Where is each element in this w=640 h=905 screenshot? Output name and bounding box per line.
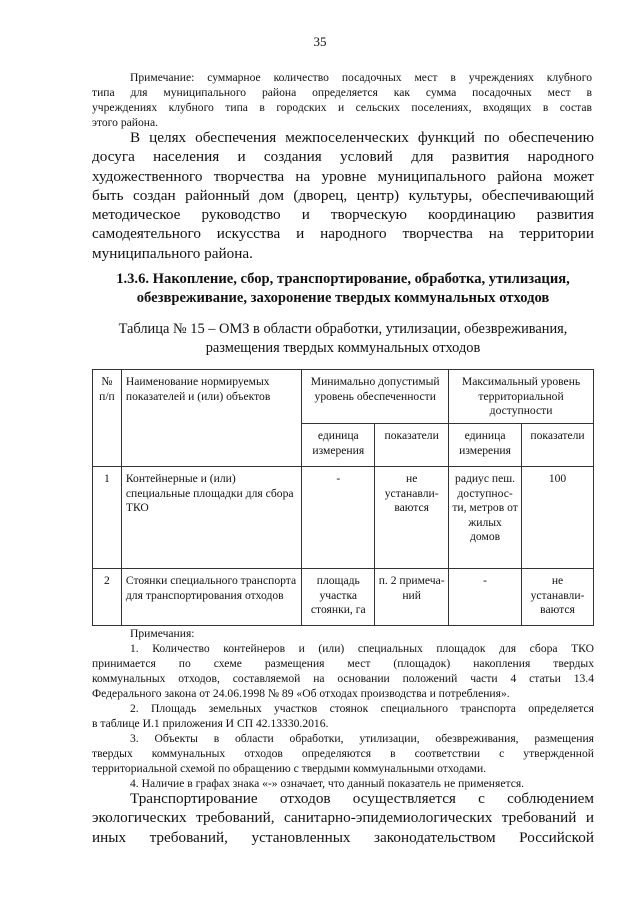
paragraph-line: муниципального района. <box>92 244 253 262</box>
paragraph-cultural-center <box>92 128 594 263</box>
header-max-unit: единица измерения <box>449 424 522 467</box>
paragraph-line: Транспортирование отходов осуществляется с соблюдением <box>130 790 594 807</box>
paragraph-line: самодеятельного искусства и народного творчества на территории <box>92 225 594 243</box>
intro-note-line: этого района. <box>92 116 159 129</box>
header-max-level: Максимальный уровень территориальной доступности <box>449 370 594 424</box>
note-1-line: 1. Количество контейнеров и (или) специальных площадок для сбора ТКО <box>130 642 594 655</box>
cell-max-unit: - <box>449 569 522 626</box>
header-name: Наименование нормируемых показателей и (или) объектов <box>121 370 301 467</box>
page-number: 35 <box>313 34 327 49</box>
note-1-line: Федерального закона от 24.06.1998 № 89 «Об отходах производства и потребления». <box>92 687 510 700</box>
section-heading-line: обезвреживание, захоронение твердых коммунальных отходов <box>136 290 550 306</box>
note-3-line: 3. Объекты в области обработки, утилизации, обезвреживания, размещения <box>130 732 594 745</box>
cell-num: 1 <box>93 467 122 569</box>
intro-note-line: Примечание: суммарное количество посадочных мест в учреждениях клубного <box>130 71 592 84</box>
intro-note-line: учреждениях клубного типа в городских и сельских поселениях, входящих в состав <box>92 101 592 114</box>
paragraph-line: художественного творчества на уровне муниципального района может <box>92 167 594 185</box>
header-min-level: Минимально допустимый уровень обеспеченности <box>302 370 449 424</box>
cell-min-unit: - <box>302 467 375 569</box>
note-2-line: в таблице И.1 приложения И СП 42.13330.2016. <box>92 717 329 730</box>
intro-note-line: типа для муниципального района определяется как сумма посадочных мест в <box>92 86 592 99</box>
omz-table <box>92 369 594 626</box>
note-1-line: принимается по схеме размещения мест (площадок) накопления твердых <box>92 657 594 670</box>
note-4-line: 4. Наличие в графах знака «-» означает, что данный показатель не применяется. <box>130 777 525 790</box>
paragraph-line: досуга населения и создания условий для развития народного <box>92 148 594 166</box>
paragraph-line: быть создан районный дом (дворец, центр) культуры, обеспечивающий <box>92 186 594 204</box>
table-caption-line: Таблица № 15 – ОМЗ в области обработки, утилизации, обезвреживания, <box>118 321 568 337</box>
cell-min-unit: площадь участка стоянки, га <box>302 569 375 626</box>
cell-name: Стоянки специального транспорта для транспортирования отходов <box>121 569 301 626</box>
table-header-row <box>93 370 594 424</box>
cell-max-value: не устанавли-ваются <box>522 569 594 626</box>
notes-heading: Примечания: <box>130 627 195 640</box>
table-caption <box>92 320 594 358</box>
table-notes <box>92 626 594 791</box>
note-3-line: твердых коммунальных отходов определяются в соответствии с утвержденной <box>92 747 594 760</box>
cell-max-unit: радиус пеш. доступнос-ти, метров от жилых домов <box>449 467 522 569</box>
cell-min-value: не устанавли-ваются <box>375 467 449 569</box>
note-1-line: коммунальных отходов, составляемой на основании положений части 4 статьи 13.4 <box>92 672 594 685</box>
cell-max-value: 100 <box>522 467 594 569</box>
note-3-line: территориальной схемой по обращению с твердыми коммунальными отходами. <box>92 762 487 775</box>
note-2-line: 2. Площадь земельных участков стоянок специального транспорта определяется <box>130 702 594 715</box>
paragraph-line: методическое руководство и творческую координацию развития <box>92 206 594 224</box>
table-row <box>93 569 594 626</box>
paragraph-line: В целях обеспечения межпоселенческих функций по обеспечению <box>130 129 594 146</box>
section-heading <box>92 270 594 308</box>
header-max-value: показатели <box>522 424 594 467</box>
paragraph-line: иных требований, установленных законодательством Российской <box>92 828 594 846</box>
section-heading-line: 1.3.6. Накопление, сбор, транспортирование, обработка, утилизация, <box>116 271 570 287</box>
cell-min-value: п. 2 примеча-ний <box>375 569 449 626</box>
header-min-value: показатели <box>375 424 449 467</box>
table-caption-line: размещения твердых коммунальных отходов <box>205 340 481 356</box>
cell-num: 2 <box>93 569 122 626</box>
table-row <box>93 467 594 569</box>
header-num: № п/п <box>93 370 122 467</box>
cell-name: Контейнерные и (или) специальные площадки для сбора ТКО <box>121 467 301 569</box>
header-min-unit: единица измерения <box>302 424 375 467</box>
intro-note <box>92 70 592 130</box>
paragraph-line: экологических требований, санитарно-эпидемиологических требований и <box>92 809 594 827</box>
paragraph-transportation <box>92 789 594 847</box>
